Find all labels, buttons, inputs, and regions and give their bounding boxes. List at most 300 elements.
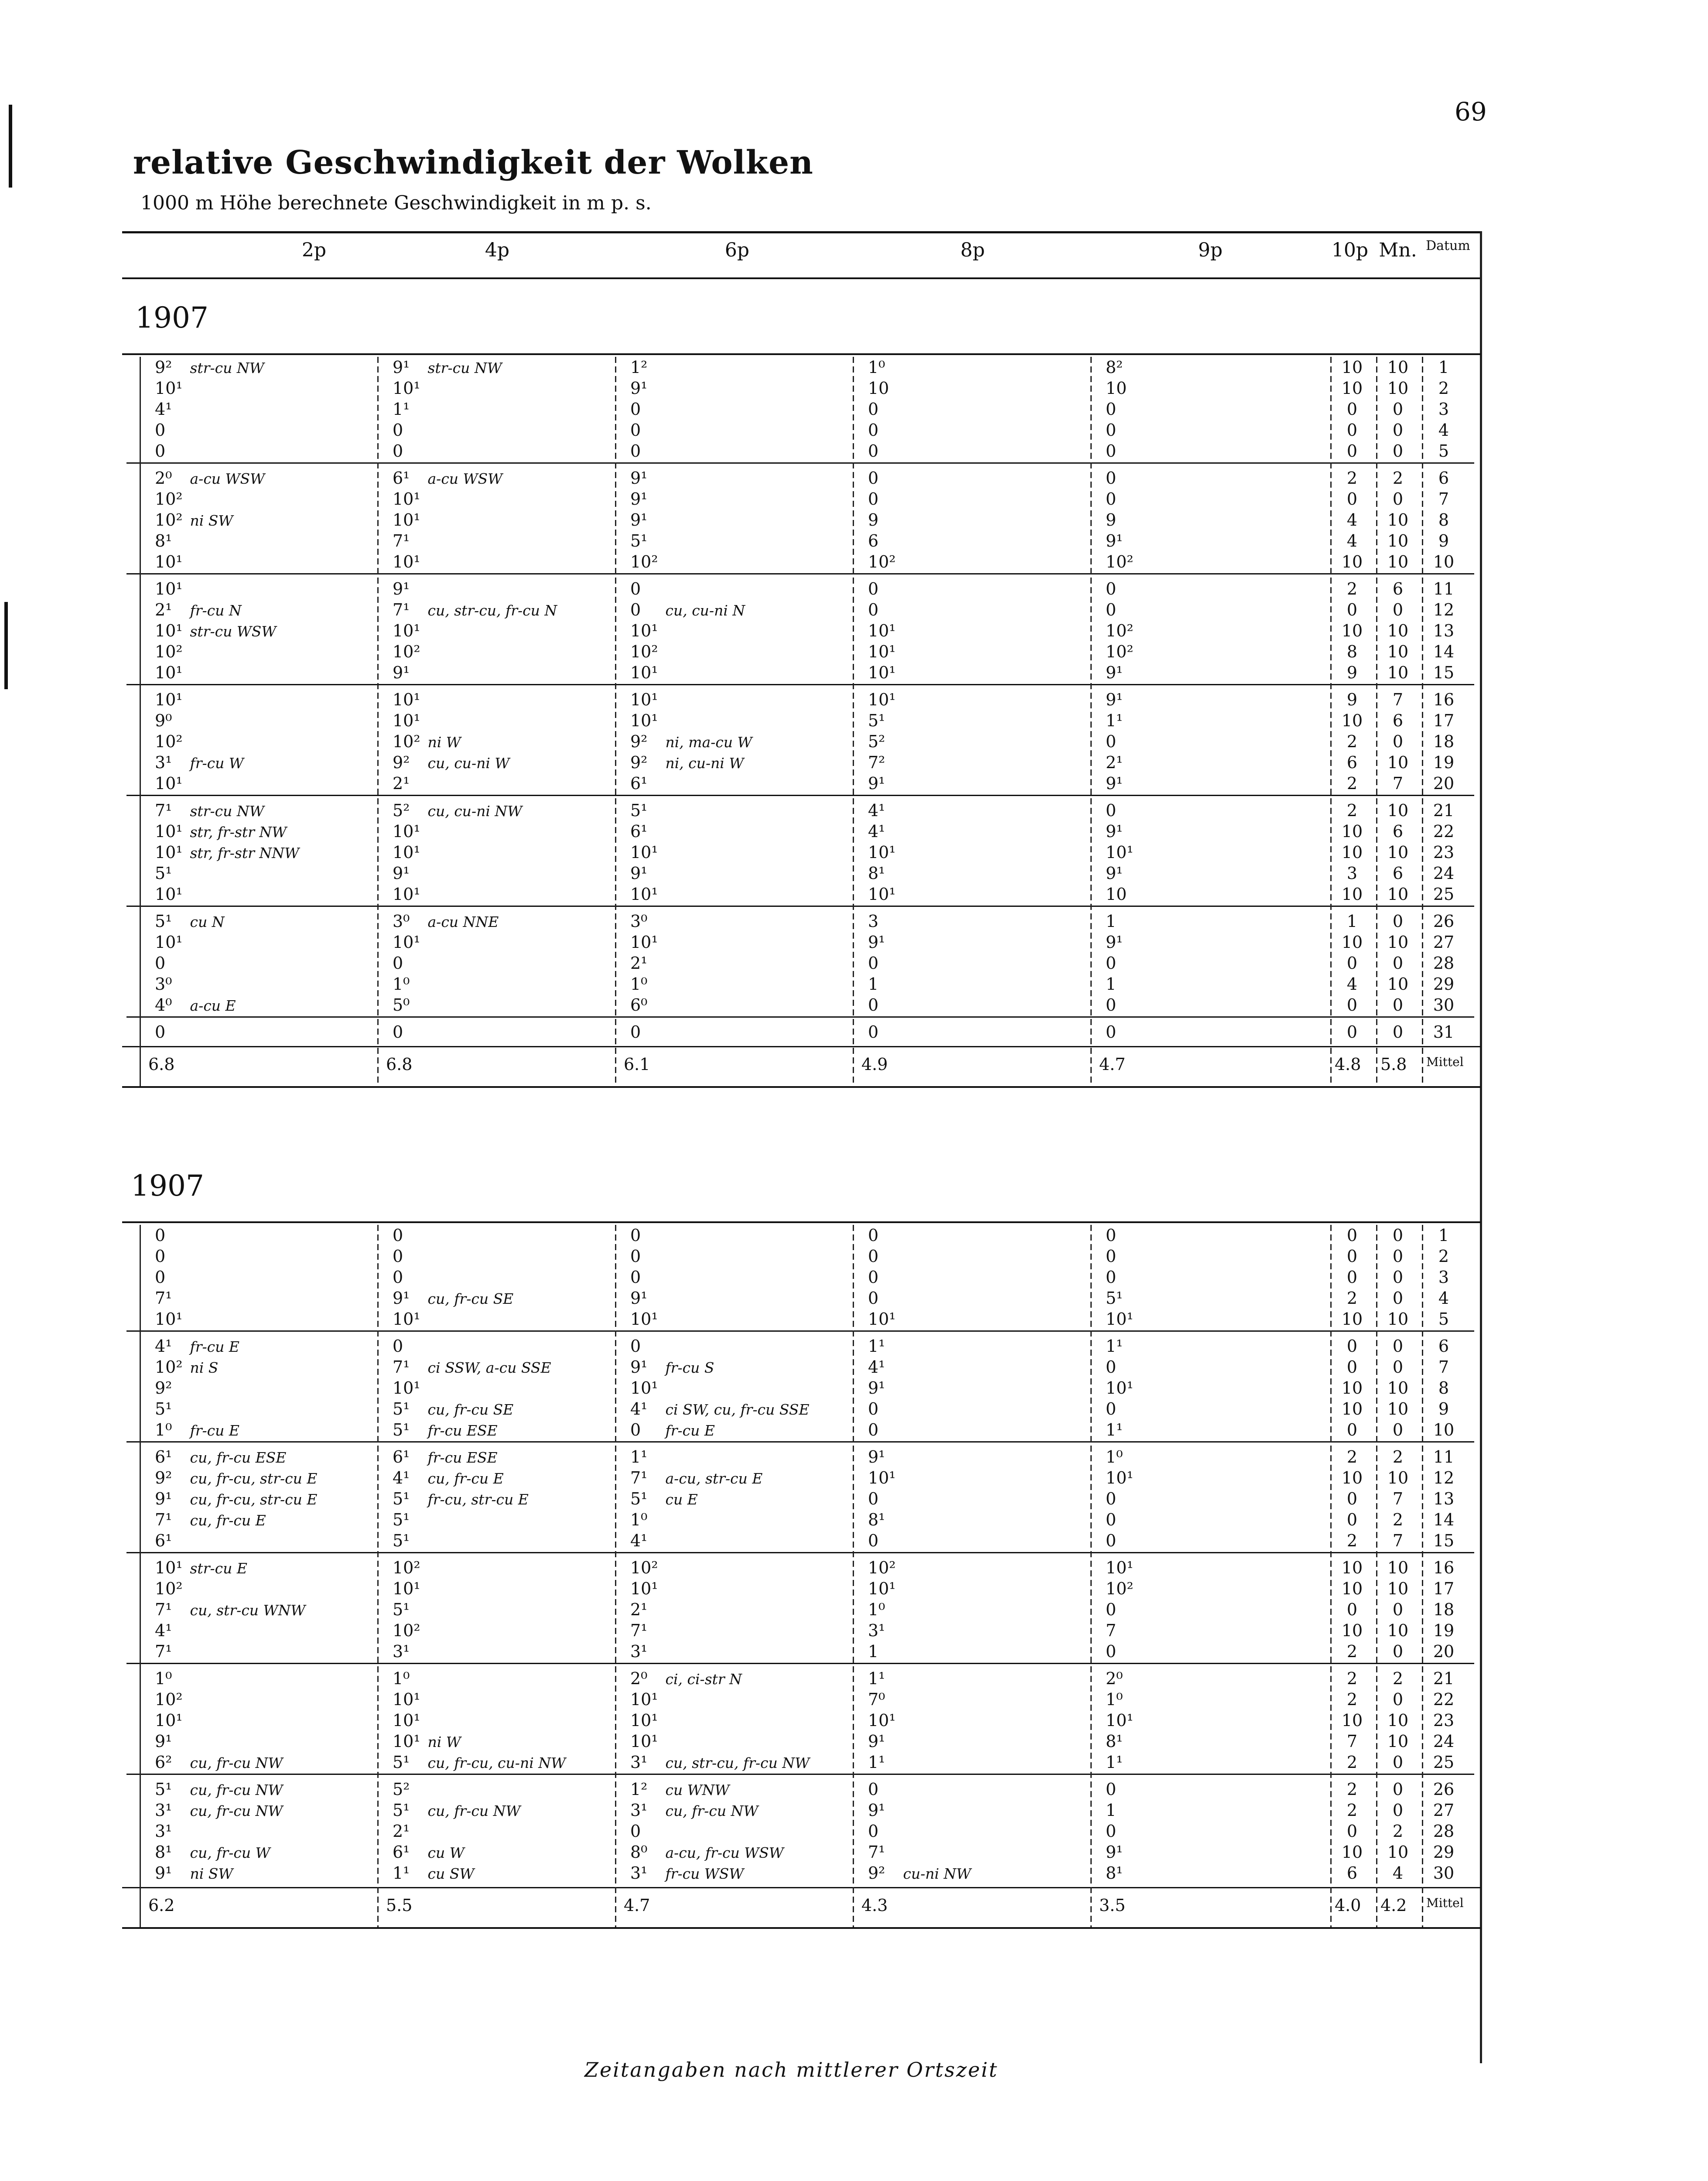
cloud-type: cu, fr-cu, str-cu E xyxy=(185,1491,318,1508)
value-cell xyxy=(393,357,502,379)
date-cell: 18 xyxy=(1433,1600,1455,1619)
value-cell xyxy=(155,1446,286,1468)
value-cell xyxy=(155,357,264,379)
value-cell: 10 xyxy=(1387,974,1409,994)
value-cell: 10 xyxy=(1387,510,1409,530)
value-cell: 0 xyxy=(1392,441,1404,461)
value-cell: 0 xyxy=(155,1226,166,1245)
value-cell: 0 xyxy=(868,1247,879,1266)
value-cell: 9¹ xyxy=(1106,663,1123,682)
mean-value: 3.5 xyxy=(1099,1896,1126,1915)
value-cell: 10 xyxy=(1387,1309,1409,1329)
value-cell: 0 xyxy=(1392,1753,1404,1772)
value-cell: 0 xyxy=(1346,954,1358,973)
cloud-type: cu N xyxy=(185,913,225,930)
group-rule xyxy=(126,462,1474,464)
value-cell: 10¹ xyxy=(630,885,658,904)
value-cell: 10¹ xyxy=(155,379,183,398)
date-cell: 8 xyxy=(1438,510,1449,530)
value-cell: 9 xyxy=(1106,510,1117,530)
cloud-type: fr-cu W xyxy=(185,755,244,772)
column-separator xyxy=(377,1225,379,1927)
speed-value: 7¹ xyxy=(630,1468,648,1487)
cloud-type: ni SW xyxy=(185,1865,233,1882)
value-cell xyxy=(393,1467,504,1489)
value-cell: 0 xyxy=(393,1247,403,1266)
speed-value: 7¹ xyxy=(155,1600,172,1619)
column-separator xyxy=(140,1225,141,1927)
value-cell: 0 xyxy=(393,1022,403,1042)
value-cell: 1 xyxy=(868,974,879,994)
value-cell: 10¹ xyxy=(630,843,658,862)
date-cell: 13 xyxy=(1433,621,1455,640)
value-cell: 10 xyxy=(1387,552,1409,571)
speed-value: 10¹ xyxy=(155,621,183,640)
cloud-type: a-cu WSW xyxy=(185,470,265,487)
date-cell: 19 xyxy=(1433,1621,1455,1640)
value-cell: 0 xyxy=(1346,400,1358,419)
value-cell: 9¹ xyxy=(1106,1843,1123,1862)
value-cell xyxy=(393,731,461,753)
value-cell: 10¹ xyxy=(155,1309,183,1329)
speed-value: 9² xyxy=(155,1468,172,1487)
value-cell: 3⁰ xyxy=(155,974,172,994)
value-cell: 9¹ xyxy=(1106,690,1123,709)
speed-value: 1⁰ xyxy=(155,1420,172,1439)
mean-value: 5.5 xyxy=(386,1896,413,1915)
cloud-type: str-cu E xyxy=(185,1560,247,1577)
value-cell: 2 xyxy=(1346,732,1358,751)
value-cell: 9¹ xyxy=(630,510,648,530)
value-cell: 0 xyxy=(1106,468,1117,488)
value-cell xyxy=(393,1419,498,1441)
speed-value: 1¹ xyxy=(393,1863,410,1883)
value-cell: 0 xyxy=(1106,954,1117,973)
value-cell: 0 xyxy=(868,1226,879,1245)
value-cell: 6⁰ xyxy=(630,995,648,1015)
date-cell: 26 xyxy=(1433,912,1455,931)
column-header-1: 2p xyxy=(301,239,327,261)
value-cell: 0 xyxy=(1392,1357,1404,1377)
speed-value: 1² xyxy=(630,1780,648,1799)
value-cell: 10¹ xyxy=(393,510,420,530)
value-cell: 10 xyxy=(1387,1468,1409,1487)
value-cell: 10¹ xyxy=(393,822,420,841)
value-cell: 2 xyxy=(1346,1642,1358,1661)
value-cell: 6 xyxy=(1346,753,1358,772)
column-header-5: 9p xyxy=(1198,239,1223,261)
value-cell: 10 xyxy=(1387,1579,1409,1598)
cloud-type: fr-cu E xyxy=(185,1338,239,1355)
group-rule xyxy=(126,906,1474,907)
value-cell: 10² xyxy=(1106,1579,1134,1598)
value-cell: 5¹ xyxy=(630,531,648,550)
date-cell: 25 xyxy=(1433,1753,1455,1772)
speed-value: 3¹ xyxy=(630,1863,648,1883)
value-cell: 0 xyxy=(868,400,879,419)
value-cell: 10¹ xyxy=(630,1309,658,1329)
value-cell: 10¹ xyxy=(630,1732,658,1751)
column-separator xyxy=(1422,1225,1423,1927)
date-cell: 10 xyxy=(1433,1420,1455,1439)
cloud-type: a-cu WSW xyxy=(423,470,502,487)
column-header-6: 10p xyxy=(1331,239,1369,261)
date-cell: 6 xyxy=(1438,468,1449,488)
date-cell: 25 xyxy=(1433,885,1455,904)
value-cell: 10 xyxy=(1341,711,1363,730)
margin-mark xyxy=(4,602,8,689)
value-cell: 4¹ xyxy=(868,822,885,841)
cloud-type: cu, fr-cu E xyxy=(423,1470,504,1487)
value-cell: 1⁰ xyxy=(1106,1447,1123,1467)
value-cell: 0 xyxy=(393,1268,403,1287)
cloud-type: ci SW, cu, fr-cu SSE xyxy=(661,1401,810,1418)
value-cell: 1⁰ xyxy=(630,974,648,994)
speed-value: 9¹ xyxy=(155,1489,172,1508)
date-cell: 14 xyxy=(1433,1510,1455,1529)
column-header-8: Datum xyxy=(1426,238,1470,253)
value-cell: 10 xyxy=(1387,379,1409,398)
value-cell: 0 xyxy=(1106,1600,1117,1619)
date-cell: 29 xyxy=(1433,974,1455,994)
mean-value: 4.7 xyxy=(1099,1055,1126,1074)
value-cell: 10¹ xyxy=(393,1309,420,1329)
value-cell: 2 xyxy=(1346,468,1358,488)
value-cell: 0 xyxy=(1392,1420,1404,1439)
date-cell: 16 xyxy=(1433,1558,1455,1577)
speed-value: 9² xyxy=(868,1863,885,1883)
date-cell: 21 xyxy=(1433,801,1455,820)
value-cell: 9 xyxy=(1346,690,1358,709)
value-cell: 10¹ xyxy=(868,1309,896,1329)
value-cell: 0 xyxy=(1106,441,1117,461)
date-cell: 10 xyxy=(1433,552,1455,571)
value-cell: 1¹ xyxy=(1106,1753,1123,1772)
value-cell: 0 xyxy=(868,995,879,1015)
value-cell: 1⁰ xyxy=(868,1600,885,1619)
value-cell xyxy=(393,1357,551,1378)
date-cell: 27 xyxy=(1433,933,1455,952)
cloud-type: ci, ci-str N xyxy=(661,1671,742,1688)
date-cell: 9 xyxy=(1438,1399,1449,1419)
speed-value: 9² xyxy=(393,753,410,772)
value-cell xyxy=(155,468,265,489)
value-cell: 7⁰ xyxy=(868,1690,885,1709)
date-cell: 14 xyxy=(1433,642,1455,661)
value-cell: 10 xyxy=(1106,379,1127,398)
value-cell: 0 xyxy=(630,1268,641,1287)
cloud-type: cu, fr-cu, cu-ni NW xyxy=(423,1754,566,1771)
cloud-type: cu E xyxy=(661,1491,698,1508)
value-cell: 0 xyxy=(393,954,403,973)
date-cell: 12 xyxy=(1433,600,1455,619)
date-cell: 7 xyxy=(1438,1357,1449,1377)
column-separator xyxy=(1090,357,1092,1086)
value-cell: 10¹ xyxy=(393,1690,420,1709)
value-cell: 8¹ xyxy=(1106,1732,1123,1751)
value-cell: 9⁰ xyxy=(155,711,172,730)
value-cell: 9¹ xyxy=(1106,774,1123,793)
value-cell xyxy=(630,599,745,621)
value-cell xyxy=(155,800,264,822)
value-cell: 9¹ xyxy=(1106,864,1123,883)
cloud-type: cu, fr-cu NW xyxy=(661,1802,758,1819)
value-cell: 10¹ xyxy=(155,552,183,571)
value-cell: 0 xyxy=(1392,600,1404,619)
value-cell xyxy=(393,800,522,822)
value-cell: 10¹ xyxy=(630,711,658,730)
value-cell: 7 xyxy=(1392,1489,1404,1508)
value-cell: 10¹ xyxy=(1106,843,1134,862)
speed-value: 9¹ xyxy=(393,358,410,377)
mean-value: 4.2 xyxy=(1380,1896,1407,1915)
value-cell: 0 xyxy=(1392,1268,1404,1287)
value-cell: 0 xyxy=(1346,1822,1358,1841)
value-cell: 6¹ xyxy=(630,822,648,841)
value-cell: 7 xyxy=(1106,1621,1117,1640)
value-cell: 10 xyxy=(1387,663,1409,682)
cloud-type: a-cu E xyxy=(185,997,236,1014)
speed-value: 5¹ xyxy=(393,1801,410,1820)
cloud-type: ni S xyxy=(185,1359,219,1376)
speed-value: 10² xyxy=(155,510,183,530)
value-cell: 1¹ xyxy=(1106,711,1123,730)
value-cell: 10¹ xyxy=(630,1711,658,1730)
cloud-type: cu, cu-ni NW xyxy=(423,803,523,820)
value-cell: 9¹ xyxy=(630,489,648,509)
value-cell: 10 xyxy=(1341,843,1363,862)
value-cell: 10² xyxy=(155,732,183,751)
page-title: relative Geschwindigkeit der Wolken xyxy=(133,144,813,181)
value-cell: 1¹ xyxy=(630,1447,648,1467)
mean-value: 6.8 xyxy=(386,1055,413,1074)
value-cell: 6 xyxy=(1392,711,1404,730)
value-cell xyxy=(393,1446,498,1468)
value-cell: 10 xyxy=(1341,552,1363,571)
cloud-type: ni SW xyxy=(185,512,233,529)
cloud-type: cu, fr-cu ESE xyxy=(185,1449,287,1466)
value-cell: 2⁰ xyxy=(1106,1669,1123,1688)
date-cell: 26 xyxy=(1433,1780,1455,1799)
column-separator xyxy=(853,1225,854,1927)
speed-value: 8⁰ xyxy=(630,1843,648,1862)
value-cell xyxy=(155,842,299,864)
value-cell: 0 xyxy=(1392,489,1404,509)
date-cell: 17 xyxy=(1433,711,1455,730)
value-cell: 7² xyxy=(868,753,885,772)
value-cell: 9¹ xyxy=(1106,933,1123,952)
value-cell: 0 xyxy=(630,1022,641,1042)
value-cell xyxy=(393,1398,513,1420)
value-cell: 10¹ xyxy=(630,1579,658,1598)
value-cell: 10¹ xyxy=(1106,1558,1134,1577)
value-cell: 1² xyxy=(630,358,648,377)
year-heading: 1907 xyxy=(131,1169,204,1203)
value-cell xyxy=(630,1668,742,1690)
value-cell: 10 xyxy=(1341,1621,1363,1640)
value-cell: 0 xyxy=(630,1337,641,1356)
value-cell xyxy=(630,1467,762,1489)
value-cell: 7 xyxy=(1392,774,1404,793)
value-cell: 7¹ xyxy=(393,531,410,550)
block-top-rule xyxy=(122,1221,1481,1223)
value-cell xyxy=(155,1419,239,1441)
value-cell: 0 xyxy=(1392,1642,1404,1661)
value-cell: 10¹ xyxy=(630,1690,658,1709)
date-cell: 1 xyxy=(1438,1226,1449,1245)
speed-value: 0 xyxy=(630,1420,641,1439)
value-cell: 7 xyxy=(1392,1531,1404,1550)
date-cell: 24 xyxy=(1433,864,1455,883)
value-cell: 9¹ xyxy=(630,379,648,398)
value-cell: 0 xyxy=(1392,1289,1404,1308)
value-cell: 5¹ xyxy=(393,1531,410,1550)
column-separator xyxy=(853,357,854,1086)
value-cell xyxy=(155,1599,305,1621)
value-cell: 2¹ xyxy=(630,1600,648,1619)
value-cell: 0 xyxy=(1106,489,1117,509)
value-cell: 10¹ xyxy=(868,1468,896,1487)
value-cell: 0 xyxy=(1106,1822,1117,1841)
value-cell: 0 xyxy=(1392,1780,1404,1799)
value-cell: 0 xyxy=(1106,1399,1117,1419)
value-cell: 9¹ xyxy=(868,933,885,952)
value-cell: 10¹ xyxy=(630,663,658,682)
value-cell: 10² xyxy=(1106,642,1134,661)
value-cell: 0 xyxy=(1392,954,1404,973)
group-rule xyxy=(126,795,1474,796)
value-cell: 10¹ xyxy=(868,642,896,661)
value-cell: 0 xyxy=(1106,732,1117,751)
column-separator xyxy=(1376,357,1377,1086)
value-cell: 0 xyxy=(1106,1268,1117,1287)
value-cell: 3¹ xyxy=(155,1822,172,1841)
date-cell: 30 xyxy=(1433,995,1455,1015)
group-rule xyxy=(126,1330,1474,1332)
date-cell: 1 xyxy=(1438,358,1449,377)
group-rule xyxy=(126,1552,1474,1553)
value-cell xyxy=(393,468,502,489)
value-cell: 0 xyxy=(1106,579,1117,598)
value-cell: 0 xyxy=(393,441,403,461)
value-cell: 10 xyxy=(1341,822,1363,841)
value-cell: 0 xyxy=(1392,400,1404,419)
value-cell: 7¹ xyxy=(155,1289,172,1308)
value-cell: 0 xyxy=(1106,1642,1117,1661)
column-separator xyxy=(1376,1225,1377,1927)
value-cell: 0 xyxy=(155,1022,166,1042)
value-cell: 4¹ xyxy=(868,1357,885,1377)
value-cell: 10 xyxy=(1387,1378,1409,1398)
cloud-type: cu SW xyxy=(423,1865,475,1882)
speed-value: 4¹ xyxy=(630,1399,648,1419)
date-cell: 6 xyxy=(1438,1337,1449,1356)
value-cell: 10¹ xyxy=(155,663,183,682)
cloud-type: str-cu WSW xyxy=(185,623,277,640)
value-cell: 10² xyxy=(155,489,183,509)
value-cell: 10 xyxy=(1341,1378,1363,1398)
value-cell: 0 xyxy=(1346,489,1358,509)
value-cell: 10¹ xyxy=(630,690,658,709)
cloud-type: a-cu, str-cu E xyxy=(661,1470,763,1487)
group-rule xyxy=(126,1774,1474,1775)
mean-value: 5.8 xyxy=(1380,1055,1407,1074)
speed-value: 10¹ xyxy=(393,1732,420,1751)
value-cell: 6 xyxy=(1392,864,1404,883)
value-cell: 0 xyxy=(1392,1690,1404,1709)
value-cell xyxy=(155,1336,239,1357)
block-bottom-rule xyxy=(122,1086,1481,1088)
value-cell xyxy=(630,1398,810,1420)
mean-value: 6.8 xyxy=(148,1055,175,1074)
date-cell: 30 xyxy=(1433,1863,1455,1883)
cloud-type: fr-cu ESE xyxy=(423,1449,498,1466)
value-cell xyxy=(630,1863,744,1884)
page-subtitle: 1000 m Höhe berechnete Geschwindigkeit in m p. s. xyxy=(140,192,652,214)
value-cell: 0 xyxy=(155,1247,166,1266)
value-cell: 4¹ xyxy=(155,1621,172,1640)
value-cell: 7 xyxy=(1392,690,1404,709)
value-cell: 0 xyxy=(1392,1801,1404,1820)
value-cell: 10 xyxy=(1106,885,1127,904)
column-separator xyxy=(615,1225,616,1927)
value-cell: 10¹ xyxy=(868,1711,896,1730)
value-cell: 0 xyxy=(1346,1247,1358,1266)
value-cell xyxy=(630,1419,715,1441)
value-cell: 0 xyxy=(1346,441,1358,461)
value-cell: 10² xyxy=(155,1690,183,1709)
value-cell: 0 xyxy=(1106,1510,1117,1529)
date-cell: 3 xyxy=(1438,1268,1449,1287)
value-cell: 0 xyxy=(1392,912,1404,931)
block-bottom-rule xyxy=(122,1927,1481,1929)
mean-value: 4.3 xyxy=(861,1896,888,1915)
column-header-2: 4p xyxy=(485,239,510,261)
value-cell: 9¹ xyxy=(630,468,648,488)
value-cell: 3 xyxy=(1346,864,1358,883)
value-cell: 0 xyxy=(1392,995,1404,1015)
value-cell: 10² xyxy=(155,642,183,661)
value-cell: 10¹ xyxy=(630,933,658,952)
value-cell: 10¹ xyxy=(393,552,420,571)
speed-value: 10² xyxy=(393,732,420,751)
value-cell: 0 xyxy=(155,954,166,973)
value-cell: 2 xyxy=(1346,1690,1358,1709)
speed-value: 5¹ xyxy=(630,1489,648,1508)
page-number: 69 xyxy=(1455,97,1487,126)
date-cell: 11 xyxy=(1433,1447,1455,1467)
value-cell: 0 xyxy=(868,441,879,461)
value-cell: 10 xyxy=(1387,1399,1409,1419)
value-cell: 8¹ xyxy=(155,531,172,550)
mean-value: 6.1 xyxy=(624,1055,650,1074)
group-rule xyxy=(126,1016,1474,1018)
value-cell: 5¹ xyxy=(630,801,648,820)
value-cell: 10¹ xyxy=(393,1711,420,1730)
value-cell: 6 xyxy=(1392,822,1404,841)
value-cell: 10 xyxy=(1387,843,1409,862)
cloud-type: str-cu NW xyxy=(185,803,264,820)
value-cell: 10 xyxy=(1387,753,1409,772)
cloud-type: ni W xyxy=(423,734,461,751)
date-cell: 4 xyxy=(1438,420,1449,440)
value-cell: 1¹ xyxy=(868,1753,885,1772)
value-cell: 1¹ xyxy=(1106,1337,1123,1356)
value-cell: 0 xyxy=(1106,1357,1117,1377)
value-cell: 9¹ xyxy=(868,1378,885,1398)
cloud-type: cu, str-cu WNW xyxy=(185,1602,306,1619)
value-cell: 10 xyxy=(1341,1843,1363,1862)
